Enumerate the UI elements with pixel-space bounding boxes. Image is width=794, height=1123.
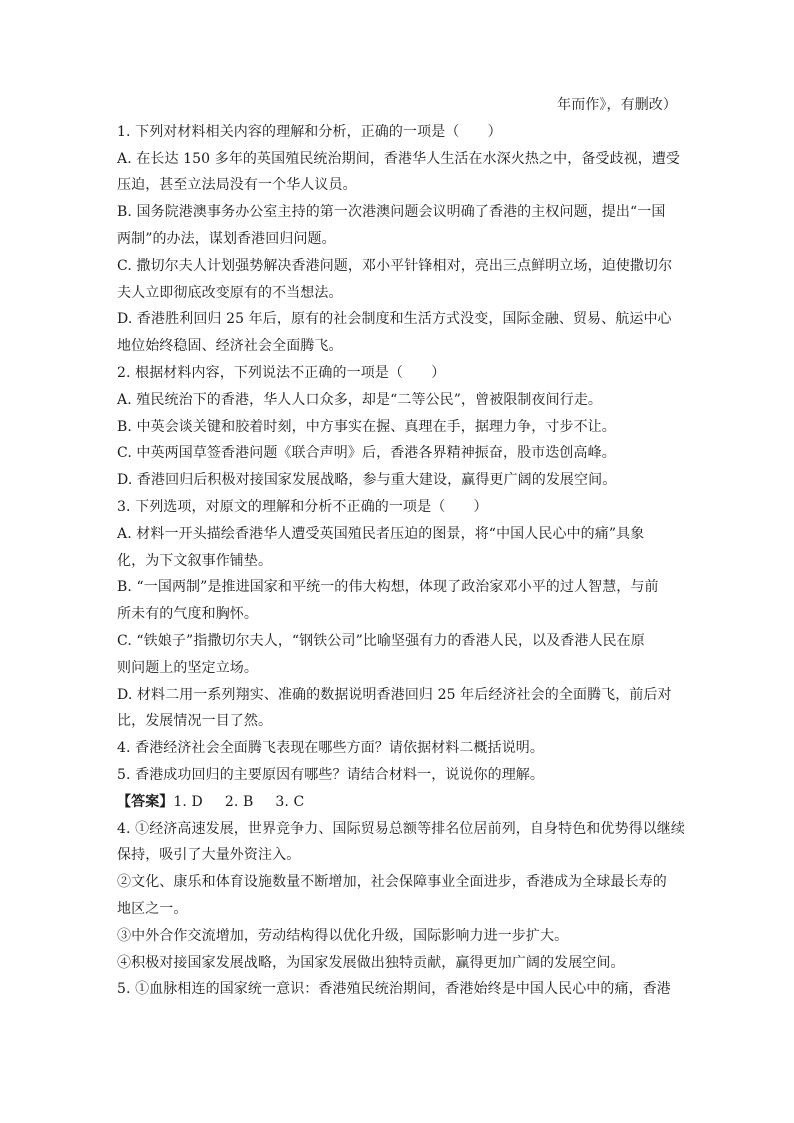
text-line: D. 材料二用一系列翔实、准确的数据说明香港回归 25 年后经济社会的全面腾飞，前后对 [117,686,672,703]
text-line: B. “一国两制”是推进国家和平统一的伟大构想，体现了政治家邓小平的过人智慧，与前 [117,579,659,596]
answer-text-line: ④积极对接国家发展战略，为国家发展做出独特贡献，赢得更加广阔的发展空间。 [117,954,625,971]
answer-line [117,789,677,816]
text-line: 夫人立即彻底改变原有的不当想法。 [117,284,343,301]
answer-text-line: 地区之一。 [117,900,188,917]
answer-tag: 【答案】 [117,793,174,810]
document-body [117,92,686,1003]
text-line: 化，为下文叙事作铺垫。 [117,552,273,569]
answer-text-line: 保持，吸引了大量外资注入。 [117,847,301,864]
text-line: 5. 香港成功回归的主要原因有哪些？请结合材料一，说说你的理解。 [117,766,545,783]
answer-item: 2. B [224,793,254,810]
text-line: C. 撒切尔夫人计划强势解决香港问题，邓小平针锋相对，亮出三点鲜明立场，迫使撒切尔 [117,257,673,274]
source-citation-tail: 年而作》，有删改） [557,97,677,113]
text-line: A. 在长达 150 多年的英国殖民统治期间，香港华人生活在水深火热之中，备受歧视，遭受 [117,150,681,167]
answer-item: 3. C [275,793,305,810]
answer-item: 1. D [173,793,203,810]
text-line: 则问题上的坚定立场。 [117,659,258,676]
answer-text-line: ②文化、康乐和体育设施数量不断增加，社会保障事业全面进步，香港成为全球最长寿的 [117,874,667,891]
text-line: C. “铁娘子”指撒切尔夫人，“钢铁公司”比喻坚强有力的香港人民，以及香港人民在原 [117,632,645,649]
text-line: 压迫，甚至立法局没有一个华人议员。 [117,177,357,194]
text-line: A. 材料一开头描绘香港华人遭受英国殖民者压迫的图景，将“中国人民心中的痛”具象 [117,525,645,542]
text-line: B. 国务院港澳事务办公室主持的第一次港澳问题会议明确了香港的主权问题，提出“一国 [117,204,666,221]
text-line: 2. 根据材料内容，下列说法不正确的一项是（ ） [117,364,446,381]
text-line: D. 香港回归后积极对接国家发展战略，参与重大建设，赢得更广阔的发展空间。 [117,472,617,489]
text-line: C. 中英两国草签香港问题《联合声明》后，香港各界精神振奋，股市迭创高峰。 [117,445,616,462]
text-line: 所未有的气度和胸怀。 [117,606,258,623]
text-line: 4. 香港经济社会全面腾飞表现在哪些方面？请依据材料二概括说明。 [117,740,545,757]
text-line: A. 殖民统治下的香港，华人人口众多，却是“二等公民”，曾被限制夜间行走。 [117,391,603,408]
answer-text-line: 4. ①经济高速发展，世界竞争力、国际贸易总额等排名位居前列，自身特色和优势得以继续 [117,820,686,837]
answer-text-line: 5. ①血脉相连的国家统一意识：香港殖民统治期间，香港始终是中国人民心中的痛，香港 [117,981,671,998]
text-line: D. 香港胜利回归 25 年后，原有的社会制度和生活方式没变，国际金融、贸易、航运中心 [117,311,672,328]
answer-text-line: ③中外合作交流增加，劳动结构得以优化升级，国际影响力进一步扩大。 [117,927,569,944]
text-line: 地位始终稳固、经济社会全面腾飞。 [117,338,343,355]
text-line: B. 中英会谈关键和胶着时刻，中方事实在握、真理在手，据理力争，寸步不让。 [117,418,616,435]
text-line: 3. 下列选项，对原文的理解和分析不正确的一项是（ ） [117,498,488,515]
text-line: 1. 下列对材料相关内容的理解和分析，正确的一项是（ ） [117,123,502,140]
text-line: 比，发展情况一目了然。 [117,713,273,730]
text-line: 两制”的办法，谋划香港回归问题。 [117,230,336,247]
